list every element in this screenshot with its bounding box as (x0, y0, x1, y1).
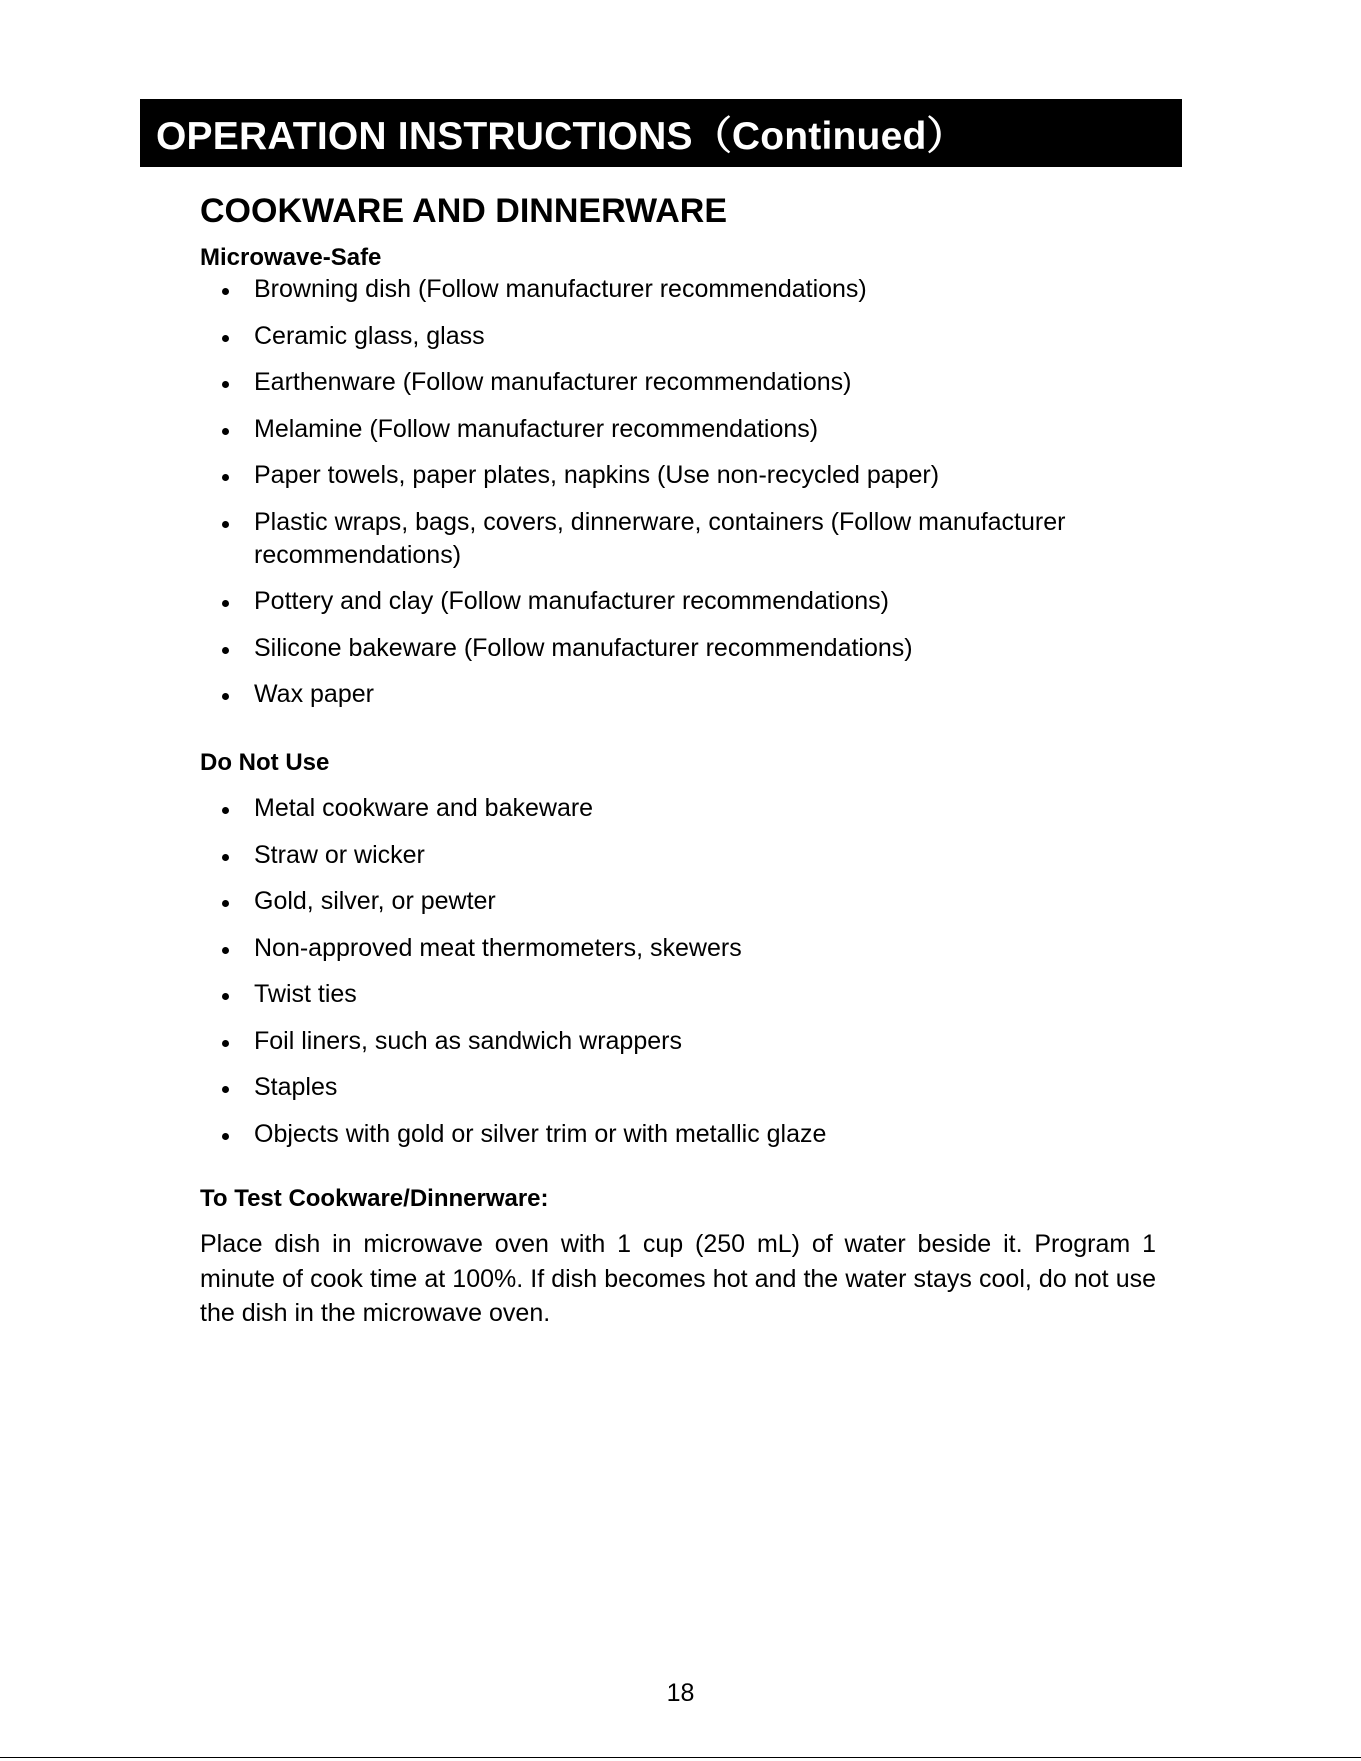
list-item-text: Twist ties (254, 980, 357, 1008)
page-number: 18 (666, 1679, 695, 1707)
list-item (200, 459, 1160, 492)
bullet-icon (222, 474, 229, 481)
test-cookware-paragraph: Place dish in microwave oven with 1 cup (250 mL) of water beside it. Program 1 minute of cook time at 100%. If dish becomes hot and the water stays cool, do not use the dish in the microwave oven. (200, 1230, 1156, 1327)
test-cookware-heading: To Test Cookware/Dinnerware: (200, 1185, 549, 1212)
bullet-icon (222, 335, 229, 342)
microwave-safe-list (200, 273, 1160, 725)
do-not-use-list (200, 792, 1160, 1164)
list-item (200, 413, 1160, 446)
list-item-text: Objects with gold or silver trim or with metallic glaze (254, 1119, 827, 1148)
bullet-icon (222, 521, 229, 528)
list-item-text: Silicone bakeware (Follow manufacturer recommendations) (254, 633, 913, 662)
list-item (200, 678, 1160, 711)
list-item (200, 1071, 1160, 1104)
list-item-text: Plastic wraps, bags, covers, dinnerware, containers (Follow manufacturer recommendations) (254, 507, 1066, 569)
list-item-text: Browning dish (Follow manufacturer recommendations) (254, 275, 867, 303)
bullet-icon (222, 600, 229, 607)
list-item (200, 932, 1160, 965)
list-item (200, 1118, 1160, 1151)
list-item-text: Non-approved meat thermometers, skewers (254, 933, 742, 962)
bullet-icon (222, 993, 229, 1000)
list-item-text: Metal cookware and bakeware (254, 794, 594, 822)
bullet-icon (222, 381, 229, 388)
bullet-icon (222, 428, 229, 435)
list-item-text: Ceramic glass, glass (254, 321, 485, 350)
list-item (200, 585, 1160, 618)
list-item (200, 632, 1160, 665)
list-item-text: Gold, silver, or pewter (254, 887, 496, 915)
bullet-icon (222, 807, 229, 814)
list-item (200, 273, 1160, 306)
bullet-icon (222, 693, 229, 700)
footer-divider (0, 1757, 1361, 1758)
list-item-text: Straw or wicker (254, 840, 425, 869)
bullet-icon (222, 1040, 229, 1047)
list-item (200, 978, 1160, 1011)
bullet-icon (222, 647, 229, 654)
do-not-use-heading: Do Not Use (200, 749, 330, 776)
list-item (200, 506, 1160, 572)
list-item-text: Earthenware (Follow manufacturer recommendations) (254, 368, 852, 396)
bullet-icon (222, 947, 229, 954)
list-item (200, 885, 1160, 918)
bullet-icon (222, 1133, 229, 1140)
list-item (200, 320, 1160, 353)
list-item (200, 792, 1160, 825)
list-item-text: Melamine (Follow manufacturer recommendations) (254, 414, 819, 443)
bullet-icon (222, 288, 229, 295)
section-title: COOKWARE AND DINNERWARE (200, 192, 728, 230)
list-item-text: Pottery and clay (Follow manufacturer recommendations) (254, 587, 889, 615)
bullet-icon (222, 1086, 229, 1093)
list-item-text: Foil liners, such as sandwich wrappers (254, 1026, 682, 1055)
microwave-safe-heading: Microwave-Safe (200, 244, 382, 271)
list-item-text: Staples (254, 1073, 338, 1101)
page-header-title: OPERATION INSTRUCTIONS（Continued） (156, 115, 966, 158)
list-item-text: Paper towels, paper plates, napkins (Use non-recycled paper) (254, 461, 940, 489)
header-bar (140, 99, 1182, 167)
list-item-text: Wax paper (254, 680, 374, 708)
list-item (200, 1025, 1160, 1058)
list-item (200, 366, 1160, 399)
list-item (200, 839, 1160, 872)
bullet-icon (222, 854, 229, 861)
bullet-icon (222, 900, 229, 907)
